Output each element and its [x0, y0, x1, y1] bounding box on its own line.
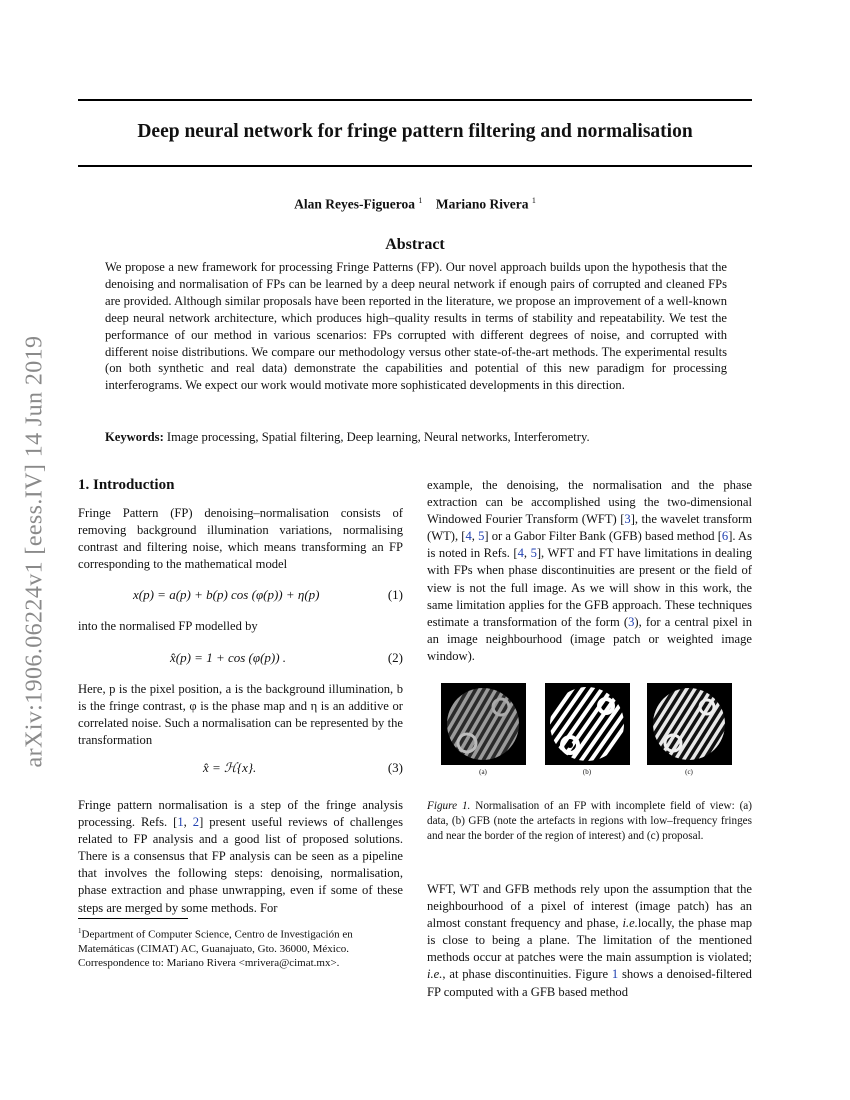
equation-3: x̂ = ℋ{x}. (3)	[203, 760, 403, 775]
figure-caption: Figure 1. Normalisation of an FP with incomplete field of view: (a) data, (b) GFB (note the artefacts in regions with low–frequency fringes and near the border of the region of interest) and (c) proposal.	[427, 800, 752, 843]
figure-label-b: (b)	[582, 768, 592, 776]
intro-paragraph-right-2: WFT, WT and GFB methods rely upon the assumption that the neighbourhood of a pixel of interest (image patch) has an almost constant frequency and phase, i.e.locally, the phase map is close to being a plane. The limitation of the mentioned methods occur at patches were the main assumption is violated; i.e., at phase discontinuities. Figure 1 shows a denoised-filtered FP computed with a GFB based method	[427, 882, 752, 999]
abstract-text: We propose a new framework for processing Fringe Patterns (FP). Our novel approach builds upon the hypothesis that the denoising and normalisation of FPs can be learned by a deep neural network if enough pairs of corrupted and cleaned FPs are provided. Although similar proposals have been reported in the literature, we propose an improvement of a well-known deep neural network architecture, which produces high–quality results in terms of stability and repeatability. We test the performance of our method in various scenarios: FPs corrupted with different degrees of noise, and corrupted with different noise distributions. We compare our methodology versus other state-of-the-art methods. The experimental results (on both synthetic and real data) demonstrate the capabilities and potential of this new paradigm for processing interferograms. We expect our work would motivate more sophisticated developments in this direction.	[105, 260, 727, 393]
footnote-rule	[78, 918, 188, 919]
citation-link[interactable]: 3	[624, 512, 631, 527]
equation-link[interactable]: 3	[628, 614, 635, 629]
author-list	[78, 196, 752, 213]
abstract-heading: Abstract	[385, 236, 445, 253]
citation-link[interactable]: 5	[478, 529, 485, 544]
citation-link[interactable]: 5	[530, 546, 537, 561]
footnote: $^1$Department of Computer Science, Centro de Investigación en Matemáticas (CIMAT) AC, Guanajuato, Gto. 36000, México. Correspondence to: Mariano Rivera <mrivera@cimat.mx>.	[78, 927, 353, 970]
keywords-label: Keywords:	[105, 430, 164, 444]
figure-panel-b	[545, 683, 630, 765]
author-name: Alan Reyes-Figueroa	[294, 196, 415, 212]
author-name: Mariano Rivera	[435, 196, 529, 212]
figure-label-a: (a)	[479, 768, 487, 776]
top-rule	[78, 99, 752, 101]
intro-paragraph-4: Fringe pattern normalisation is a step of the fringe analysis processing. Refs. [1, 2] present useful reviews of challenges related to FP analysis and a good list of proposed solutions. There is a consensus that FP analysis can be seen as a pipeline that involves the following steps: denoising, normalisation, phase extraction and phase unwrapping, even if some of these steps are merged by some methods. For	[78, 798, 403, 915]
author-affiliation: 1	[531, 196, 536, 205]
figure-panel-c	[647, 683, 732, 765]
arxiv-identifier: arXiv:1906.06224v1 [eess.IV] 14 Jun 2019	[21, 335, 48, 768]
intro-paragraph-right-1: example, the denoising, the normalisation and the phase extraction can be accomplished using the two-dimensional Windowed Fourier Transform (WFT) [3], the wavelet transform (WT), [4, 5] or a Gabor Filter Bank (GFB) based method [6]. As is noted in Refs. [4, 5], WFT and FT have limitations in dealing with FPs when phase discontinuities are present or the field of view is not the full image. As we will show in this work, the same limitation applies for the GFB approach. These techniques estimate a transformation of the form (3), for a central pixel in an image neighbourhood (image patch or weighted image window).	[427, 478, 753, 663]
intro-paragraph-3: Here, p is the pixel position, a is the background illumination, b is the fringe contrast, φ is the phase map and η is an additive or correlated noise. Such a normalisation can be represented by the transformation	[78, 682, 403, 748]
equation-1: x(p) = a(p) + b(p) cos (φ(p)) + η(p) (1)	[133, 587, 403, 602]
equation-2: x̂(p) = 1 + cos (φ(p)) . (2)	[170, 650, 403, 665]
citation-link[interactable]: 6	[721, 529, 729, 544]
figure-link[interactable]: 1	[611, 967, 619, 982]
citation-link[interactable]: 2	[192, 815, 200, 830]
section-title: 1. Introduction	[78, 477, 175, 493]
keywords-text: Image processing, Spatial filtering, Deep learning, Neural networks, Interferometry.	[166, 430, 590, 444]
citation-link[interactable]: 1	[177, 815, 184, 830]
intro-paragraph-2: into the normalised FP modelled by	[78, 619, 258, 633]
figure-panel-a	[441, 683, 526, 765]
title-bottom-rule	[78, 165, 752, 167]
citation-link[interactable]: 4	[465, 529, 472, 544]
keywords	[105, 429, 727, 446]
figure-label-c: (c)	[685, 768, 693, 776]
citation-link[interactable]: 4	[517, 546, 524, 561]
intro-paragraph-1: Fringe Pattern (FP) denoising–normalisation consists of removing background illumination variations, normalising contrast and filtering noise, which means transforming an FP corresponding to the mathematical model	[78, 506, 403, 572]
author-affiliation: 1	[418, 196, 423, 205]
paper-title: Deep neural network for fringe pattern filtering and normalisation	[137, 121, 693, 142]
